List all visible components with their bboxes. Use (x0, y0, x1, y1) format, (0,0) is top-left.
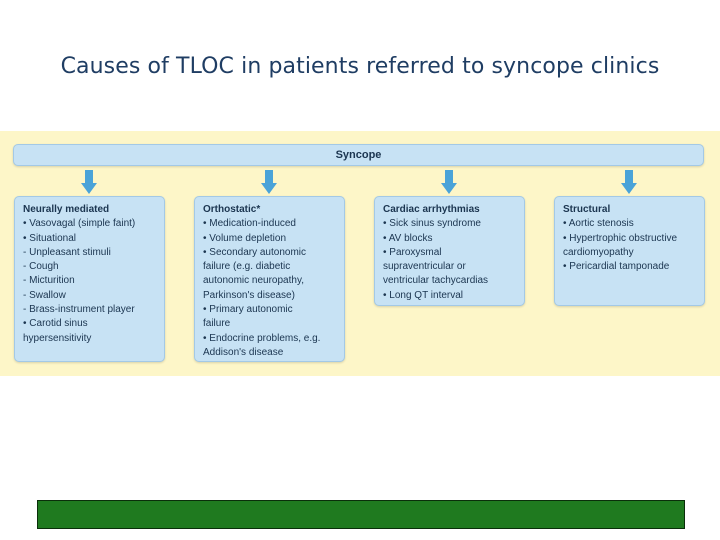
list-item: • AV blocks (383, 232, 433, 244)
category-cardiac-arrhythmias (374, 196, 525, 306)
category-title: Orthostatic* (203, 204, 261, 215)
syncope-diagram (0, 131, 720, 376)
category-title: Neurally mediated (23, 204, 110, 215)
list-item: • Sick sinus syndrome (383, 218, 481, 230)
list-item: - Swallow (23, 289, 66, 301)
category-structural (554, 196, 705, 306)
root-node-syncope: Syncope (13, 144, 704, 166)
list-item: - Brass-instrument player (23, 304, 135, 316)
category-title: Structural (563, 204, 611, 215)
list-item: • Vasovagal (simple faint) (23, 218, 136, 230)
list-item: • Secondary autonomic failure (e.g. diabetic autonomic neuropathy, Parkinson's disease) (203, 246, 307, 301)
list-item: • Medication-induced (203, 218, 296, 230)
category-neurally-mediated (14, 196, 165, 362)
list-item: • Hypertrophic obstructive cardiomyopathy (563, 232, 678, 258)
list-item: • Primary autonomic failure (203, 304, 293, 330)
list-item: • Situational (23, 232, 76, 244)
down-arrow-icon (441, 170, 457, 194)
list-item: • Volume depletion (203, 232, 287, 244)
down-arrow-icon (261, 170, 277, 194)
bottom-bar (37, 500, 685, 529)
list-item: • Aortic stenosis (563, 218, 634, 230)
category-orthostatic (194, 196, 345, 362)
category-title: Cardiac arrhythmias (383, 204, 480, 215)
list-item: • Carotid sinus hypersensitivity (23, 318, 92, 344)
slide-title: Causes of TLOC in patients referred to syncope clinics (60, 54, 660, 79)
down-arrow-icon (81, 170, 97, 194)
list-item: • Pericardial tamponade (563, 261, 670, 273)
list-item: • Paroxysmal supraventricular or ventricular tachycardias (383, 246, 489, 287)
list-item: - Unpleasant stimuli (23, 246, 111, 258)
list-item: • Endocrine problems, e.g. Addison's disease (203, 332, 321, 358)
down-arrow-icon (621, 170, 637, 194)
list-item: - Cough (23, 261, 59, 273)
list-item: • Long QT interval (383, 289, 464, 301)
list-item: - Micturition (23, 275, 75, 287)
